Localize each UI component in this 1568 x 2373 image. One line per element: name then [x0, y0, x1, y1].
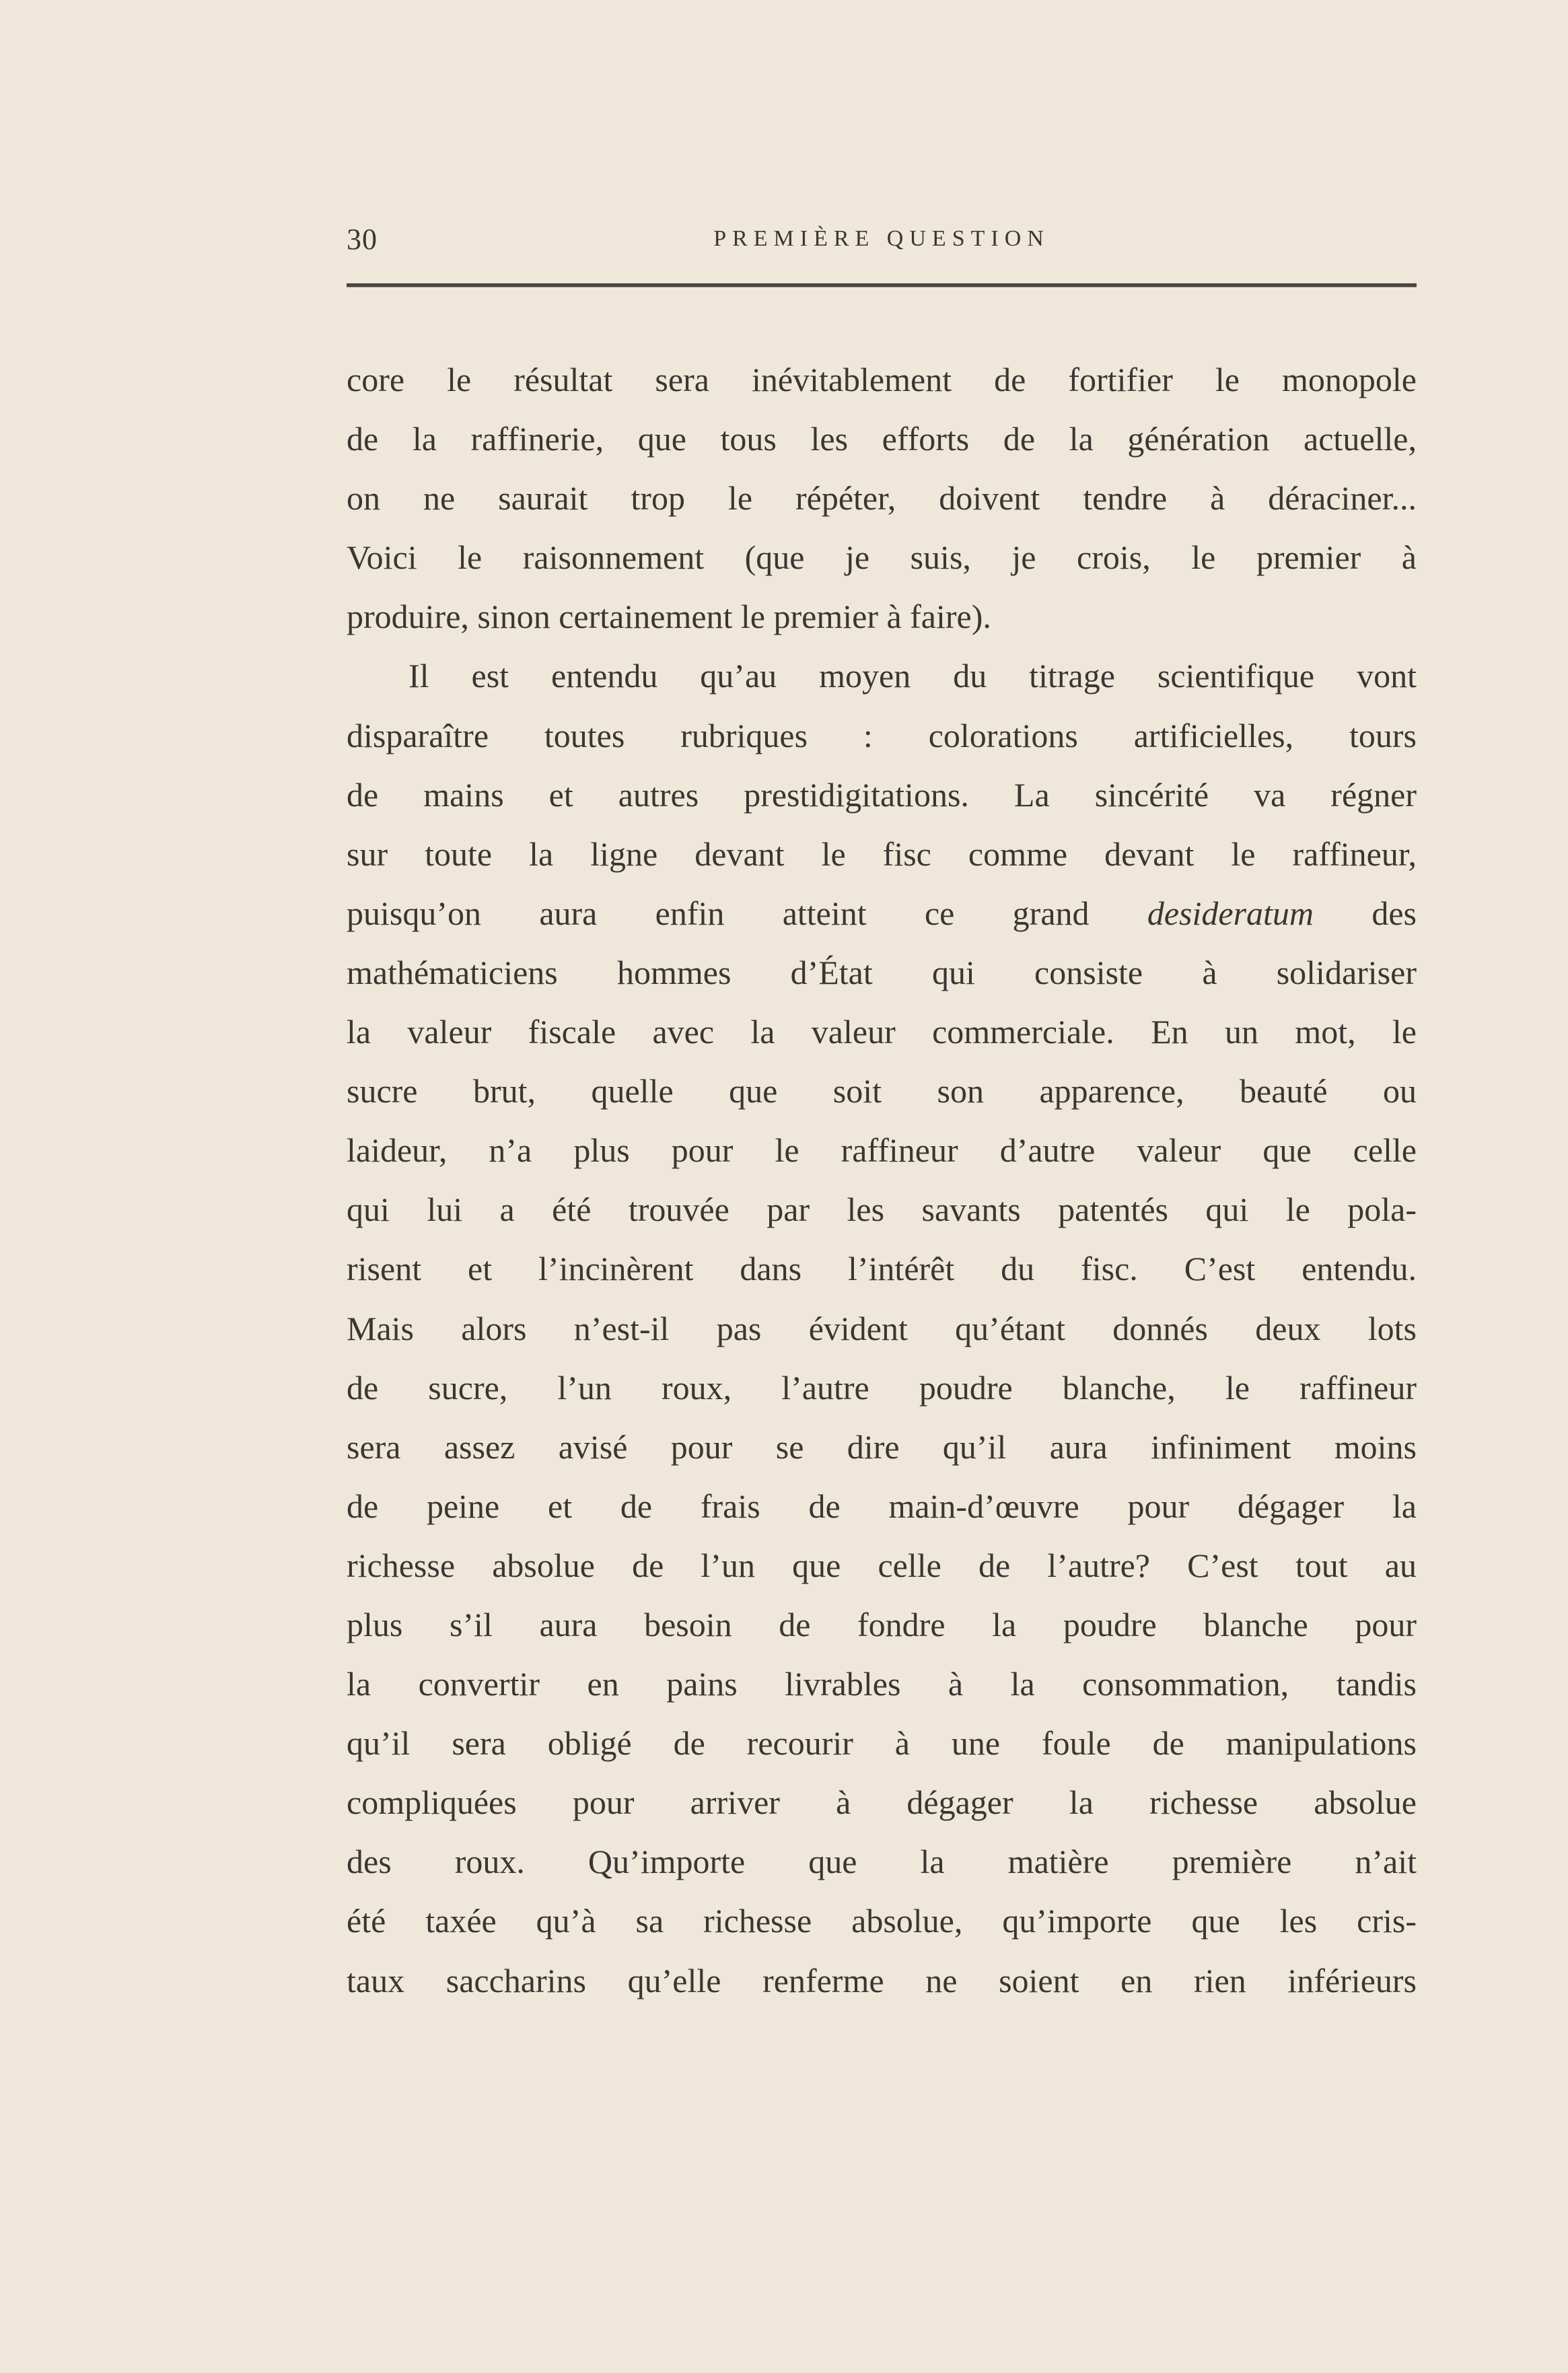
text-line: Il est entendu qu’au moyen du titrage scientifique vont: [408, 657, 1417, 695]
page-header: [347, 222, 1417, 262]
text-line: la valeur fiscale avec la valeur commerciale. En un mot, le: [347, 1013, 1417, 1051]
text-line: on ne saurait trop le répéter, doivent tendre à déraciner...: [347, 479, 1417, 518]
body-text: [347, 350, 1417, 2010]
text-fragment: puisqu’on aura enfin atteint ce grand: [347, 894, 1090, 932]
text-line: de la raffinerie, que tous les efforts de la génération actuelle,: [347, 420, 1417, 458]
text-line: sera assez avisé pour se dire qu’il aura infiniment moins: [347, 1427, 1417, 1466]
text-line: Voici le raisonnement (que je suis, je crois, le premier à: [347, 538, 1417, 577]
text-line: plus s’il aura besoin de fondre la poudre blanche pour: [347, 1605, 1417, 1643]
italic-term: desideratum: [1147, 894, 1314, 932]
text-line: Mais alors n’est-il pas évident qu’étant donnés deux lots: [347, 1309, 1417, 1347]
text-line: de mains et autres prestidigitations. La sincérité va régner: [347, 775, 1417, 814]
text-line: core le résultat sera inévitablement de fortifier le monopole: [347, 361, 1417, 398]
text-line: taux saccharins qu’elle renferme ne soient en rien inférieurs: [347, 1961, 1417, 1999]
text-line: de sucre, l’un roux, l’autre poudre blanche, le raffineur: [347, 1368, 1417, 1407]
text-line: produire, sinon certainement le premier à faire).: [347, 598, 991, 636]
text-line: compliquées pour arriver à dégager la richesse absolue: [347, 1783, 1417, 1822]
text-line: laideur, n’a plus pour le raffineur d’autre valeur que celle: [347, 1131, 1417, 1170]
text-line: risent et l’incinèrent dans l’intérêt du fisc. C’est entendu.: [347, 1250, 1417, 1288]
header-rule: [347, 283, 1417, 287]
text-line: qui lui a été trouvée par les savants patentés qui le pola-: [347, 1191, 1417, 1229]
running-head: PREMIÈRE QUESTION: [713, 226, 1050, 251]
text-line: de peine et de frais de main-d’œuvre pour dégager la: [347, 1487, 1417, 1525]
text-line: été taxée qu’à sa richesse absolue, qu’importe que les cris-: [347, 1902, 1417, 1940]
text-line: mathématiciens hommes d’État qui consiste à solidariser: [347, 953, 1417, 991]
text-line: des roux. Qu’importe que la matière première n’ait: [347, 1843, 1417, 1881]
text-line: la convertir en pains livrables à la consommation, tandis: [347, 1665, 1417, 1703]
text-line: sucre brut, quelle que soit son apparence, beauté ou: [347, 1072, 1417, 1110]
text-line: richesse absolue de l’un que celle de l’autre? C’est tout au: [347, 1546, 1417, 1584]
text-fragment: des: [1371, 894, 1417, 932]
text-line: [347, 884, 1417, 943]
text-line: disparaître toutes rubriques : colorations artificielles, tours: [347, 716, 1417, 754]
text-line: sur toute la ligne devant le fisc comme devant le raffineur,: [347, 835, 1417, 873]
page-number: 30: [347, 223, 378, 256]
text-line: qu’il sera obligé de recourir à une foule de manipulations: [347, 1724, 1417, 1763]
